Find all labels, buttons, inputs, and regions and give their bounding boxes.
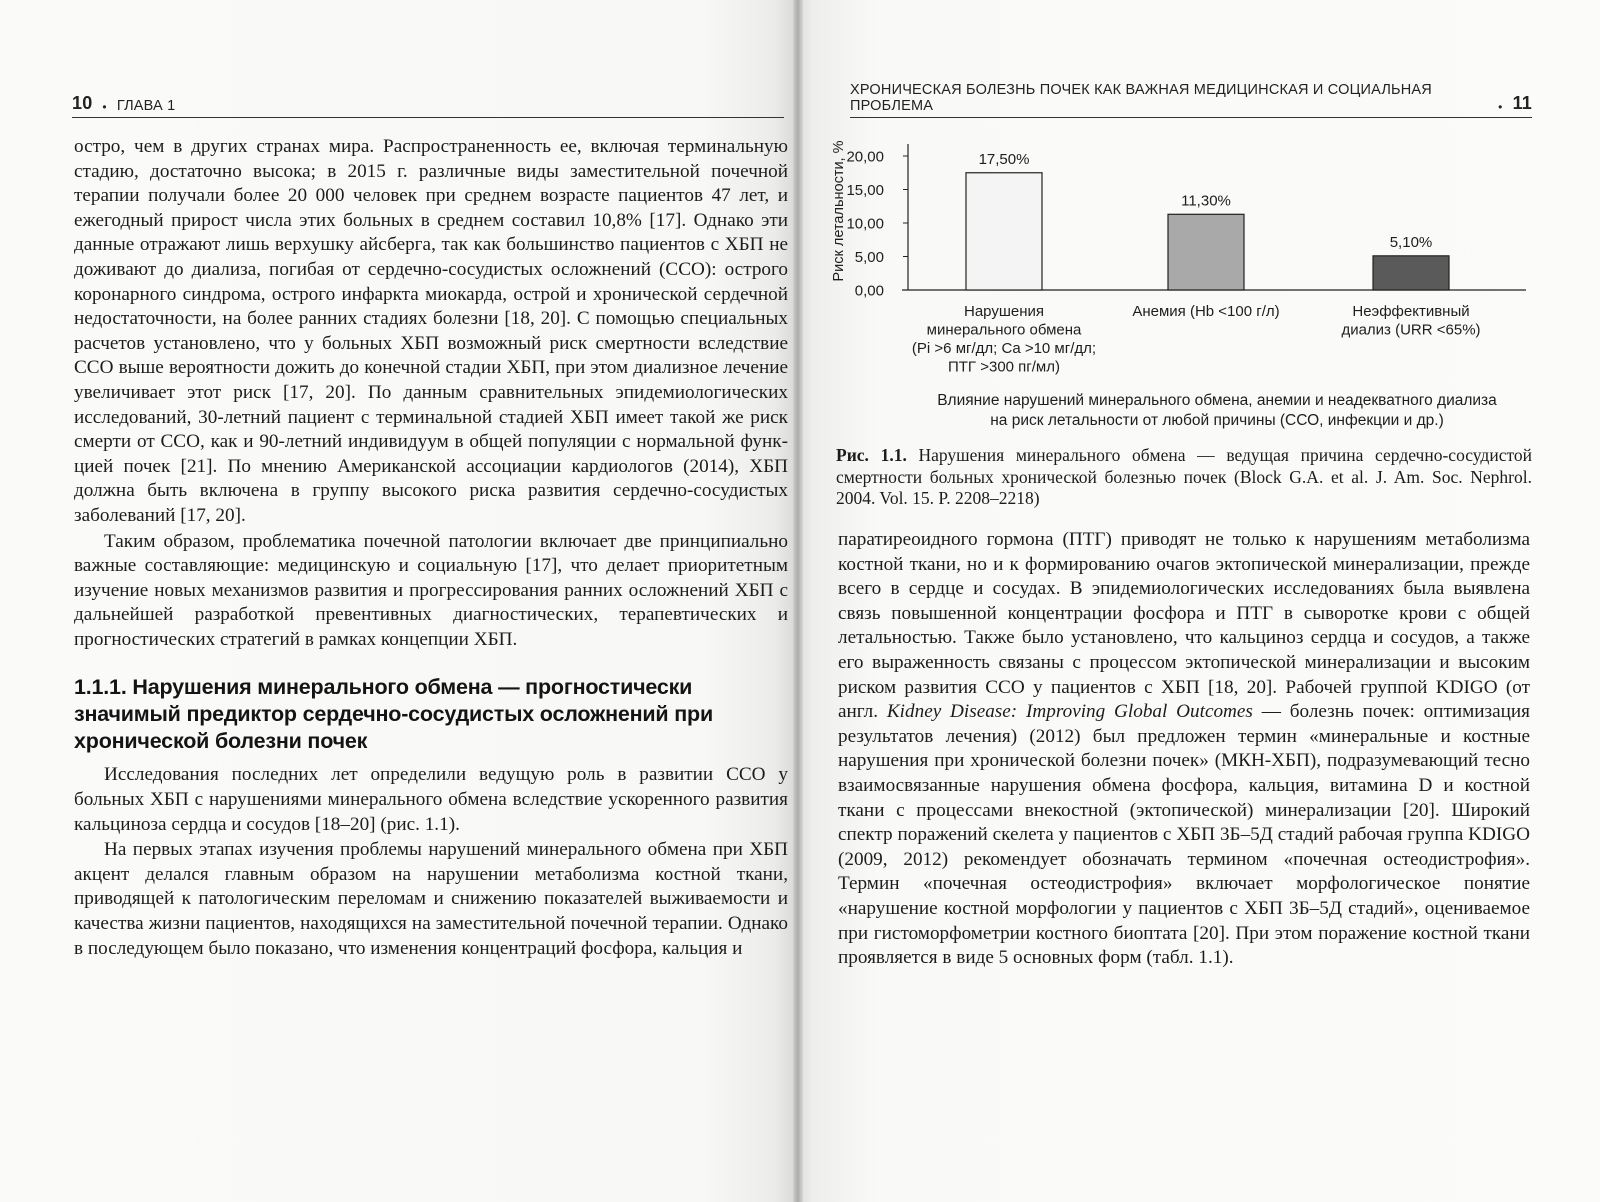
x-category-label xyxy=(912,303,1096,376)
right-text-column xyxy=(838,528,1530,971)
x-category-label-line: минерального обмена xyxy=(926,321,1082,339)
bar-value-label: 5,10% xyxy=(1389,233,1433,251)
chapter-label: ГЛАВА 1 xyxy=(116,98,176,114)
left-paragraph-1: остро, чем в других странах мира. Распространенность ее, включая терминальную стадию, достаточно высока; в 2015 г. различные виды заместительной почечной терапии получали более 20 000 человек при среднем возрасте пациентов 47 лет, и ежегодный прирост числа этих больных в среднем составил 10,8% [17]. Однако эти данные отражают лишь верхушку айсберга, так как большинство пациентов с ХБП не доживают до диализа, погибая от сердечно-сосудистых осложнений (ССО): острого коронарного синдрома, острого инфаркта миокарда, острой и хронической сердечной недостаточности, на более ранних стадиях болезни [18, 20]. С помощью специальных расчетов установлено, что у больных ХБП возможный риск смертности вследствие ССО выше вероятности дожить до конечной стадии ХБП, при этом диализное лечение увеличивает этот риск [17, 20]. По данным сравнительных эпидемиологических исследований, 30-летний пациент с терминальной стадией ХБП имеет такой же риск смерти от ССО, как и 90-летний индивидуум в общей популяции с нормальной функцией почек [21]. По мнению Американской ассоциации кардиологов (2014), ХБП должна быть включена в группу высокого риска развития сердечно-сосудистых заболеваний [17, 20]. xyxy=(74,136,788,526)
left-page-number: 10 xyxy=(72,93,93,113)
figure-1-1 xyxy=(826,140,1538,510)
x-category-label-line: Анемия (Hb <100 г/л) xyxy=(1132,303,1280,320)
y-tick-label: 5,00 xyxy=(854,249,884,266)
x-category-label-line: диализ (URR <65%) xyxy=(1341,321,1481,339)
right-running-head xyxy=(850,82,1532,118)
right-paragraph-1-end: — болезнь почек: оптимизация результатов лечения) (2012) был предложен термин «минеральные и костные нарушения при хронической болезни почек» (МКН-ХБП), подразумевающий тесно взаимосвязанные нарушения обмена фосфора, кальция, витамина D и костной ткани с процессами внекостной (эктопической) минерализации [20]. Широкий спектр поражений скелета у пациентов с ХБП 3Б–5Д стадий рабочая группа KDIGO (2009, 2012) рекомендует обозначать термином «почечная остеодистрофия». Термин «почечная остеодистрофия» включает морфологическое понятие «нарушение костной морфологии у пациентов с ХБП 3Б–5Д стадий», оцениваемое при гистоморфометрии костного биоптата [20]. При этом поражение костной ткани проявляется в виде 5 основных форм (табл. 1.1). xyxy=(838,701,1530,969)
header-bullet: • xyxy=(102,100,107,114)
bar xyxy=(1373,256,1449,290)
bar-chart xyxy=(826,140,1538,385)
book-gutter xyxy=(793,0,803,1202)
figure-caption-label: Рис. 1.1. xyxy=(836,445,907,465)
y-tick-label: 0,00 xyxy=(854,282,884,300)
x-category-label xyxy=(1341,303,1480,339)
bar xyxy=(966,173,1042,290)
left-page xyxy=(0,0,797,1202)
right-paragraph-1-start: паратиреоидного гормона (ПТГ) приводят не только к нарушениям метаболизма костной ткани, но и к формированию очагов эктопической минерализации, прежде всего в сердце и сосудах. В эпидемиологических исследованиях была выявлена связь повышенной концентрации фосфора и ПТГ в сыворотке крови с общей летальностью. Также было установлено, что кальциноз сердца и сосудов, а также его выраженность связаны с процессом эктопической минерализации и высоким риском развития ССО у пациентов с ХБП [18, 20]. Рабочей группой KDIGO (от англ. xyxy=(838,529,1530,723)
right-page-number: 11 xyxy=(1512,93,1532,113)
y-tick-label: 15,00 xyxy=(846,182,884,199)
x-category-label-line: Неэффективный xyxy=(1352,303,1470,320)
bar-series xyxy=(966,151,1449,290)
figure-subtitle-line-1: Влияние нарушений минерального обмена, анемии и неадекватного диализа xyxy=(937,392,1497,409)
left-running-head xyxy=(72,92,784,118)
figure-subtitle-line-2: на риск летальности от любой причины (ССО, инфекции и др.) xyxy=(990,412,1444,429)
x-axis-labels xyxy=(912,303,1481,376)
x-category-label-line: (Pi >6 мг/дл; Ca >10 мг/дл; xyxy=(911,340,1097,357)
y-axis-title: Риск летальности, % xyxy=(831,140,847,282)
y-tick-label: 20,00 xyxy=(846,148,884,166)
figure-caption xyxy=(836,445,1532,510)
x-category-label-line: ПТГ >300 пг/мл) xyxy=(947,358,1061,376)
y-tick-label: 10,00 xyxy=(846,215,884,233)
bar xyxy=(1168,214,1244,290)
left-paragraph-3: Исследования последних лет определили ведущую роль в развитии ССО у больных ХБП с нарушениями минерального обмена вследствие ускоренного развития кальциноза сердца и сосудов [18–20] (рис. 1.1). xyxy=(74,764,788,835)
left-paragraph-4: На первых этапах изучения проблемы нарушений минерального обмена при ХБП акцент делался главным образом на нарушении метаболизма костной ткани, приводящей к патологическим переломам и снижению показателей выживаемости и качества жизни пациентов, находящихся на заместительной почечной терапии. Однако в последующем было показано, что изменения концентраций фосфора, кальция и xyxy=(74,839,788,959)
right-paragraph-1-italic: Kidney Disease: Improving Global Outcomes xyxy=(886,701,1253,723)
bar-value-label: 17,50% xyxy=(978,150,1030,168)
x-category-label xyxy=(1132,303,1279,320)
section-heading: 1.1.1. Нарушения минерального обмена — прогностически значимый предиктор сердечно-сосудистых осложнений при хронической болезни почек xyxy=(74,675,713,754)
right-paragraph-1 xyxy=(838,528,1530,971)
figure-subtitle xyxy=(896,391,1538,431)
x-category-label-line: Нарушения xyxy=(963,303,1045,320)
left-text-column xyxy=(74,135,788,961)
left-paragraph-2: Таким образом, проблематика почечной патологии включает две принципиально важные составляющие: медицинскую и социальную [17], что делает приоритетным изучение новых механизмов развития и прогрессирования ранних осложнений ХБП с дальнейшей разработкой превентивных диагностических, терапевтических и прогностических стратегий в рамках концепции ХБП. xyxy=(74,530,788,650)
running-title: ХРОНИЧЕСКАЯ БОЛЕЗНЬ ПОЧЕК КАК ВАЖНАЯ МЕДИЦИНСКАЯ И СОЦИАЛЬНАЯ ПРОБЛЕМА xyxy=(850,82,1432,114)
header-bullet: • xyxy=(1498,100,1503,114)
figure-caption-text: Нарушения минерального обмена — ведущая причина сердечно-сосудистой смертности больных хронической болезнью почек (Block G.A. et al. J. Am. Soc. Nephrol. 2004. Vol. 15. P. 2208–2218) xyxy=(836,445,1533,508)
bar-value-label: 11,30% xyxy=(1181,192,1231,210)
